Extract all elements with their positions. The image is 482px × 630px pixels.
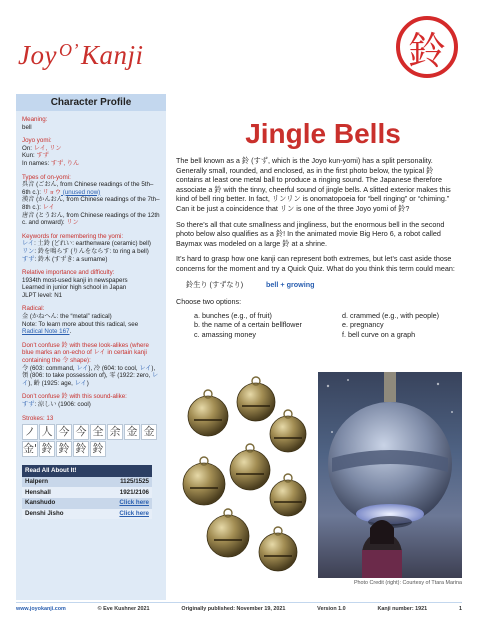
reference-value: 1125/1525 xyxy=(94,477,152,488)
type-goon: 呉音 (ごおん, from Chinese readings of the 5th–6th c.): xyxy=(22,181,154,196)
table-row xyxy=(22,477,152,488)
quiz-option: c. amassing money xyxy=(194,329,256,339)
radical-note-end: . xyxy=(69,328,72,336)
jingle-bells-photo xyxy=(176,372,310,578)
look-alike-text: ), 領 (806: to take possession of), 零 (1922: zero, xyxy=(22,364,156,380)
look-alikes-list xyxy=(22,365,160,388)
radical-section xyxy=(22,305,160,335)
read-all-about-it-table xyxy=(22,465,152,519)
on-yomi-types-heading: Types of on-yomi: xyxy=(22,173,71,181)
footer-site-link[interactable]: www.joyokanji.com xyxy=(16,606,66,612)
on-value: レイ, リン xyxy=(33,144,62,152)
kanji-character: 鈴 xyxy=(407,28,446,73)
stroke-step: 金 xyxy=(141,424,157,440)
paragraph-3: It’s hard to grasp how one kanji can represent both extremes, but let’s cast aside those concerns for the moment and try a Quick Quiz. What do you think this term could mean: xyxy=(176,254,455,273)
radical-note-link[interactable]: Radical Note 167 xyxy=(22,328,70,336)
kanji-emblem xyxy=(396,16,458,78)
look-alike-text: ) xyxy=(86,379,89,387)
denshi-jisho-link[interactable]: Click here xyxy=(94,509,152,520)
stroke-step: 鈴 xyxy=(73,441,89,457)
keywords-heading: Keywords for remembering the yomi: xyxy=(22,232,124,240)
look-alike-text: ), 齢 (1925: age, xyxy=(28,379,75,387)
strokes-section xyxy=(22,415,160,458)
big-bell-illustration xyxy=(318,372,462,578)
footer-kanji-number: Kanji number: 1921 xyxy=(377,606,428,612)
look-alike-text: ), 冷 (604: to cool, xyxy=(88,364,140,372)
importance-rank: 1934th most-used kanji in newspapers xyxy=(22,276,128,284)
paragraph-2: So there’s all that cute smallness and jingliness, but the enormous bell in the second photo below also qualifies as a 鈴! In the animated movie Big Hero 6, a robot called Baymax was modeled on a large 鈴 at a shrine. xyxy=(176,219,445,248)
keyword-1: : 土鈴 (どれい: earthenware (ceramic) bell) xyxy=(34,240,151,248)
type-goon-reading: リョウ xyxy=(42,188,62,196)
footer-page-number: 1 xyxy=(458,606,462,612)
type-kanon-reading: レイ xyxy=(42,203,55,211)
quiz-option: d. crammed (e.g., with people) xyxy=(342,310,440,320)
keyword-2: : 鈴を鳴らす (りんをならす: to ring a bell) xyxy=(34,247,149,255)
stroke-step: 人 xyxy=(39,424,55,440)
quiz-term-english: bell + growing xyxy=(266,279,315,289)
radical-heading: Radical: xyxy=(22,305,45,313)
keyword-3: : 鈴木 (すずき: a surname) xyxy=(34,255,108,263)
look-alike-echo: レイ xyxy=(76,364,89,372)
quiz-option: e. pregnancy xyxy=(342,320,384,330)
radical-note: Note: To learn more about this radical, see xyxy=(22,320,139,328)
reference-name: Halpern xyxy=(22,477,94,488)
article-body xyxy=(176,156,462,340)
footer-published: Originally published: November 19, 2021 xyxy=(181,606,286,612)
read-all-about-it-title: Read All About It! xyxy=(22,465,152,477)
stroke-step: 金 xyxy=(124,424,140,440)
names-label: In names: xyxy=(22,159,51,167)
kun-value: すず xyxy=(36,152,49,160)
stroke-step: 鈴 xyxy=(90,441,106,457)
quiz-term xyxy=(186,280,462,290)
keywords-section xyxy=(22,233,160,263)
jingle-bells-illustration xyxy=(176,372,310,578)
sound-alike-reading: すず xyxy=(22,401,35,408)
type-toon: 唐音 (とうおん, from Chinese readings of the 12th c. and onward): xyxy=(22,211,160,227)
footer-divider xyxy=(16,602,462,603)
sound-alike-heading: Don’t confuse 鈴 with this sound-alike: xyxy=(22,393,127,401)
look-alike-text: 令 (603: command, xyxy=(22,364,77,372)
logo-joy: Joy xyxy=(18,40,57,70)
type-toon-reading: リン xyxy=(66,219,79,227)
look-alike-echo: レイ xyxy=(22,372,159,387)
choose-instruction: Choose two options: xyxy=(176,297,242,307)
quiz-options xyxy=(194,311,462,340)
unused-now-link[interactable]: (unused now) xyxy=(61,188,101,196)
strokes-heading: Strokes: 13 xyxy=(22,414,54,422)
on-yomi-types-section xyxy=(22,174,160,227)
radical-value: 金 (かねへん: the “metal” radical) xyxy=(22,313,112,321)
stroke-step: 今 xyxy=(56,424,72,440)
importance-heading: Relative importance and difficulty: xyxy=(22,269,115,277)
kanshudo-link[interactable]: Click here xyxy=(94,498,152,509)
joy-o-kanji-logo xyxy=(18,40,143,71)
meaning-value: bell xyxy=(22,123,32,131)
sound-alike-value: : 涼しい (1906: cool) xyxy=(34,401,91,408)
table-row xyxy=(22,487,152,498)
joyo-yomi-heading: Joyo yomi: xyxy=(22,137,52,145)
type-kanon: 漢音 (かんおん, from Chinese readings of the 7th–8th c.): xyxy=(22,196,160,211)
sound-alike-section xyxy=(22,393,160,408)
meaning-heading: Meaning: xyxy=(22,116,48,123)
joyo-yomi-section xyxy=(22,137,160,167)
keyword-2-reading: リン xyxy=(22,247,35,255)
footer-copyright: © Eve Kushner 2021 xyxy=(97,606,150,612)
logo-o: O’ xyxy=(58,40,79,60)
quiz-term-japanese: 鈴生り (すずなり) xyxy=(186,279,244,289)
quiz-option: b. the name of a certain bellflower xyxy=(194,320,302,330)
keyword-3-reading: すず xyxy=(22,255,35,263)
stroke-step: ノ xyxy=(22,424,38,440)
stroke-step: 余 xyxy=(107,424,123,440)
stroke-step: 今 xyxy=(73,424,89,440)
reference-name: Henshall xyxy=(22,487,94,498)
paragraph-1: The bell known as a 鈴 (すず, which is the Joyo kun-yomi) has a split personality. Generally small, rounded, and enclosed, as in the first photo below, the typical 鈴 contains at least one metal ball to produce a ringing sound. The Japanese therefore associate a 鈴 with the tinny, cheerful sound of jingle bells. A slitted exterior makes this kind of bell ring better. In fact, リンリン is onomatopoeia for “bell ringing” or “chiming.” Can it be just a coincidence that リン is one of the three Joyo yomi of 鈴? xyxy=(176,156,451,213)
stroke-step: 鈴 xyxy=(39,441,55,457)
reference-name: Kanshudo xyxy=(22,498,94,509)
keyword-1-reading: レイ xyxy=(22,240,35,248)
article-title: Jingle Bells xyxy=(245,118,401,149)
reference-value: 1921/2106 xyxy=(94,487,152,498)
quiz-option: f. bell curve on a graph xyxy=(342,329,416,339)
stroke-step: 全 xyxy=(90,424,106,440)
page-footer xyxy=(16,606,462,612)
stroke-step: 鈴 xyxy=(56,441,72,457)
importance-jlpt: JLPT level: N1 xyxy=(22,291,63,299)
footer-version: Version 1.0 xyxy=(317,606,346,612)
look-alike-echo: レイ xyxy=(139,364,152,372)
profile-title: Character Profile xyxy=(16,94,166,111)
stroke-step: 金' xyxy=(23,442,38,456)
names-value: すず, りん xyxy=(50,159,80,167)
look-alikes-heading: Don’t confuse 鈴 with these look-alikes (where blue marks an on-echo of レイ in certain kanji containing the 令 shape): xyxy=(22,341,149,365)
importance-section xyxy=(22,269,160,299)
logo-kanji: Kanji xyxy=(80,40,144,70)
reference-name: Denshi Jisho xyxy=(22,509,94,520)
table-row xyxy=(22,498,152,509)
importance-school: Learned in junior high school in Japan xyxy=(22,284,127,292)
table-row xyxy=(22,509,152,520)
kun-label: Kun: xyxy=(22,152,37,160)
stroke-order-grid xyxy=(22,424,160,457)
on-label: On: xyxy=(22,144,34,152)
look-alikes-section xyxy=(22,342,160,388)
photo-credit: Photo Credit (right): Courtesy of Ttara Marina xyxy=(353,580,462,586)
meaning-section xyxy=(22,116,160,131)
big-bell-photo xyxy=(318,372,462,578)
quiz-option: a. bunches (e.g., of fruit) xyxy=(194,310,272,320)
look-alike-echo: レイ xyxy=(74,379,87,387)
character-profile-sidebar xyxy=(16,94,166,600)
